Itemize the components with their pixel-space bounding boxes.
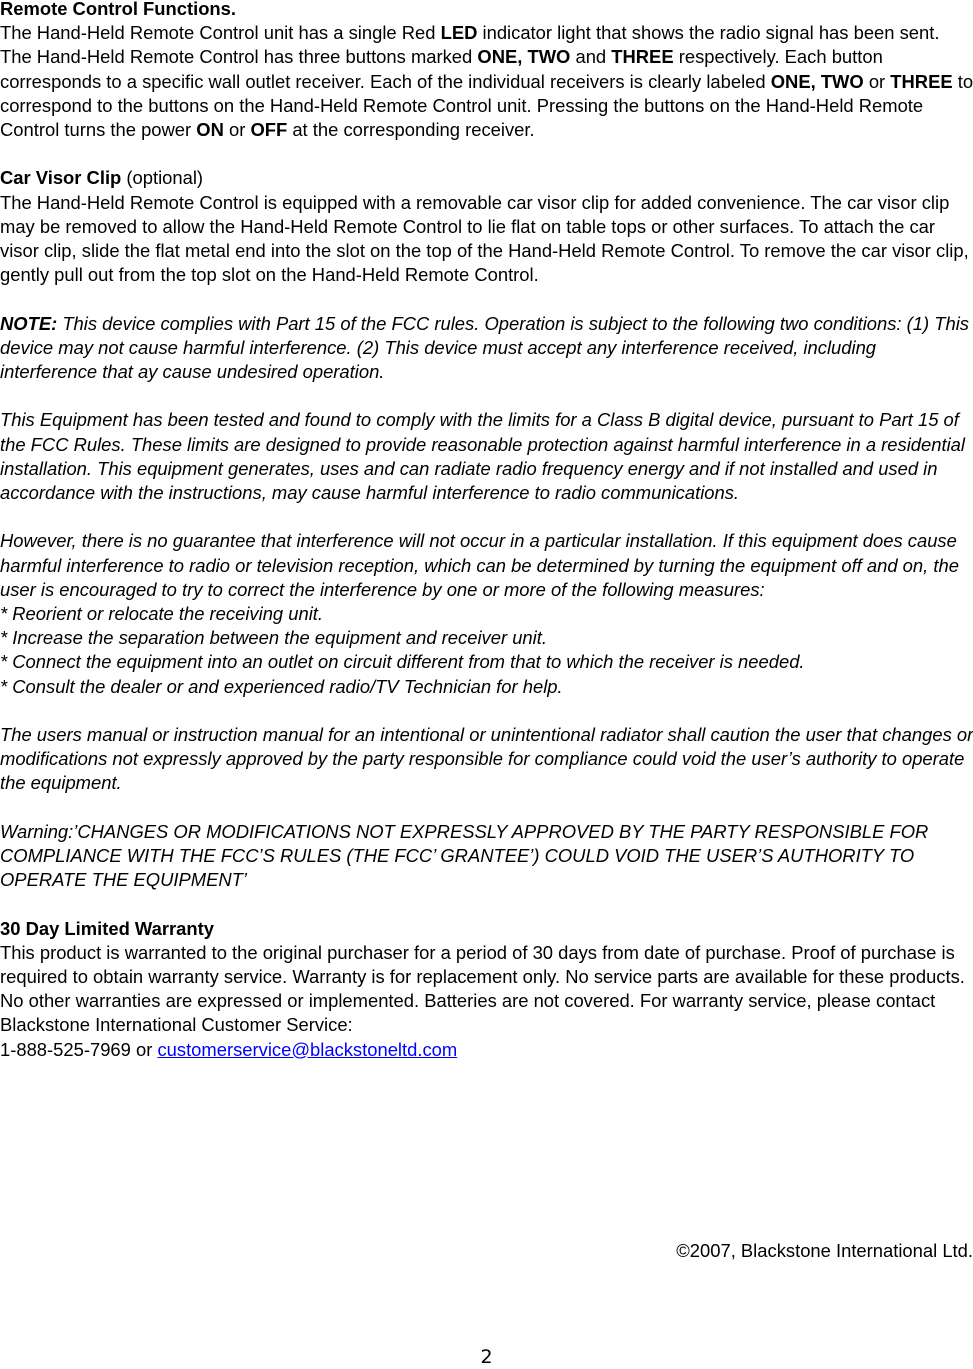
text-run: or: [863, 70, 891, 92]
interference-intro: However, there is no guarantee that interference will not occur in a particular installation. If this equipment does cause harmful interference to radio or television reception, which can be determined by turning the equipment off and on, the user is encouraged to try to correct the interference by one or more of the following measures:: [0, 530, 959, 600]
receiver-three-term: THREE: [890, 70, 953, 92]
remote-functions-text: [0, 22, 973, 140]
note-label: NOTE:: [0, 312, 58, 334]
fcc-class-b-statement: This Equipment has been tested and found to comply with the limits for a Class B digital device, pursuant to Part 15 of the FCC Rules. These limits are designed to provide reasonable protection against harmful interference in a residential installation. This equipment generates, uses and can radiate radio frequency energy and if not installed and used in accordance with the instructions, may cause harmful interference to radio communications.: [0, 409, 965, 504]
car-visor-optional-label: (optional): [121, 167, 204, 189]
measure-item: * Increase the separation between the equipment and receiver unit.: [0, 627, 547, 649]
button-three-term: THREE: [611, 46, 674, 68]
note-text: This device complies with Part 15 of the FCC rules. Operation is subject to the following two conditions: (1) This device may not cause harmful interference. (2) This device must accept any interference received, including interference that ay cause undesired operation.: [0, 312, 969, 383]
car-visor-text: The Hand-Held Remote Control is equipped with a removable car visor clip for added convenience. The car visor clip may be removed to allow the Hand-Held Remote Control to lie flat on table tops or other surfaces. To attach the car visor clip, slide the flat metal end into the slot on the top of the Hand-Held Remote Control. To remove the car visor clip, gently pull out from the top slot on the Hand-Held Remote Control.: [0, 191, 969, 286]
receiver-names-term: ONE, TWO: [770, 70, 864, 92]
warranty-section: [0, 917, 973, 1062]
off-term: OFF: [250, 119, 288, 141]
text-run: and: [570, 46, 612, 68]
button-names-term: ONE, TWO: [477, 46, 571, 68]
page-number: 2: [480, 1346, 493, 1368]
text-run: or: [223, 119, 251, 141]
text-run: respectively. Each button corresponds to a specific wall outlet receiver. Each of the individual receivers is clearly labeled: [0, 46, 883, 92]
fcc-warning: Warning:’CHANGES OR MODIFICATIONS NOT EXPRESSLY APPROVED BY THE PARTY RESPONSIBLE FOR COMPLIANCE WITH THE FCC’S RULES (THE FCC’ GRANTEE’) COULD VOID THE USER’S AUTHORITY TO OPERATE THE EQUIPMENT’: [0, 820, 929, 891]
led-term: LED: [440, 22, 478, 44]
text-run: at the corresponding receiver.: [287, 119, 535, 141]
warranty-heading: 30 Day Limited Warranty: [0, 917, 214, 939]
measure-item: * Connect the equipment into an outlet on circuit different from that to which the receiver is needed.: [0, 651, 805, 673]
car-visor-section: [0, 166, 973, 287]
manual-caution: The users manual or instruction manual for an intentional or unintentional radiator shall caution the user that changes or modifications not expressly approved by the party responsible for compliance could void the user’s authority to operate the equipment.: [0, 724, 973, 794]
copyright-notice: ©2007, Blackstone International Ltd.: [676, 1240, 973, 1261]
car-visor-title: Car Visor Clip: [0, 167, 122, 189]
fcc-note: [0, 312, 973, 385]
text-run: The Hand-Held Remote Control unit has a single Red: [0, 22, 441, 44]
phone-number: 1-888-525-7969 or: [0, 1038, 158, 1060]
on-term: ON: [196, 119, 224, 141]
warranty-text: This product is warranted to the original purchaser for a period of 30 days from date of purchase. Proof of purchase is required to obtain warranty service. Warranty is for replacement only. No service parts are available for these products. No other warranties are expressed or implemented. Batteries are not covered. For warranty service, please contact Blackstone International Customer Service:: [0, 941, 965, 1036]
measure-item: * Reorient or relocate the receiving unit.: [0, 603, 324, 625]
car-visor-heading: [0, 166, 973, 190]
measure-item: * Consult the dealer or and experienced radio/TV Technician for help.: [0, 675, 563, 697]
email-link[interactable]: customerservice@blackstoneltd.com: [157, 1038, 458, 1060]
remote-functions-heading: Remote Control Functions.: [0, 0, 237, 19]
text-run: to correspond to the buttons on the Hand-Held Remote Control unit. Pressing the buttons on the Hand-Held Remote Control turns the power: [0, 70, 973, 141]
remote-functions-section: [0, 0, 973, 142]
fcc-interference-section: [0, 529, 973, 698]
warranty-contact: [0, 1038, 973, 1062]
text-run: indicator light that shows the radio signal has been sent. The Hand-Held Remote Control has three buttons marked: [0, 22, 940, 68]
